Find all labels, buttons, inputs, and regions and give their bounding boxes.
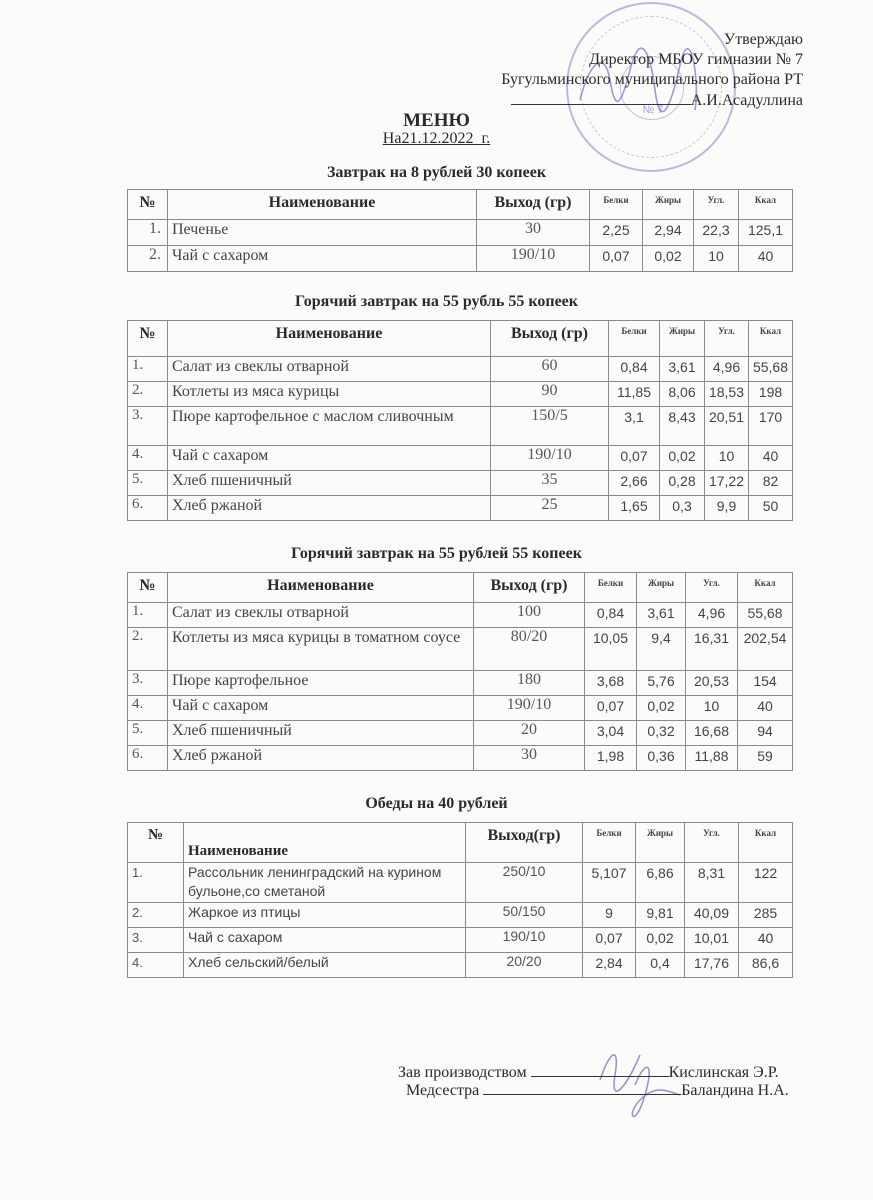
row-carbs: 10 bbox=[705, 446, 749, 471]
row-kcal: 40 bbox=[749, 446, 793, 471]
table-row bbox=[128, 382, 793, 407]
approval-district: Бугульминского муниципального района РТ bbox=[501, 71, 803, 88]
table-header-row bbox=[128, 321, 793, 357]
row-kcal: 202,54 bbox=[738, 628, 793, 671]
production-label: Зав производством bbox=[398, 1064, 527, 1081]
row-carbs: 8,31 bbox=[685, 863, 739, 903]
row-name: Чай с сахаром bbox=[168, 446, 491, 471]
row-output: 50/150 bbox=[466, 903, 583, 928]
row-carbs: 10 bbox=[686, 696, 738, 721]
row-protein: 0,07 bbox=[583, 928, 636, 953]
approval-signature-line bbox=[501, 90, 803, 111]
row-no: 4. bbox=[128, 446, 168, 471]
nurse-label: Медсестра bbox=[406, 1082, 480, 1099]
table-header-row bbox=[128, 573, 793, 603]
row-no: 1. bbox=[128, 863, 184, 903]
table-row bbox=[128, 671, 793, 696]
col-header-output: Выход(гр) bbox=[466, 823, 583, 863]
row-no: 2. bbox=[128, 903, 184, 928]
col-header-no: № bbox=[128, 321, 168, 357]
row-protein: 0,84 bbox=[585, 603, 637, 628]
row-fat: 6,86 bbox=[636, 863, 685, 903]
row-no: 3. bbox=[128, 671, 168, 696]
row-output: 35 bbox=[491, 471, 609, 496]
row-no: 5. bbox=[128, 471, 168, 496]
table-row bbox=[128, 220, 793, 246]
row-carbs: 4,96 bbox=[686, 603, 738, 628]
row-protein: 1,65 bbox=[609, 496, 660, 521]
row-output: 190/10 bbox=[477, 246, 590, 272]
row-carbs: 9,9 bbox=[705, 496, 749, 521]
row-carbs: 4,96 bbox=[705, 357, 749, 382]
row-kcal: 94 bbox=[738, 721, 793, 746]
section-title-lunch: Обеды на 40 рублей bbox=[365, 795, 508, 812]
row-carbs: 11,88 bbox=[686, 746, 738, 771]
table-row bbox=[128, 903, 793, 928]
row-protein: 3,04 bbox=[585, 721, 637, 746]
row-kcal: 86,6 bbox=[739, 953, 793, 978]
row-kcal: 59 bbox=[738, 746, 793, 771]
col-header-name: Наименование bbox=[168, 321, 491, 357]
table-header-row bbox=[128, 823, 793, 863]
row-output: 180 bbox=[474, 671, 585, 696]
row-fat: 8,43 bbox=[660, 407, 705, 446]
row-protein: 9 bbox=[583, 903, 636, 928]
row-no: 6. bbox=[128, 496, 168, 521]
col-header-carbs: Угл. bbox=[705, 321, 749, 357]
row-protein: 0,07 bbox=[609, 446, 660, 471]
row-kcal: 285 bbox=[739, 903, 793, 928]
row-kcal: 154 bbox=[738, 671, 793, 696]
row-name: Котлеты из мяса курицы в томатном соусе bbox=[168, 628, 474, 671]
row-output: 80/20 bbox=[474, 628, 585, 671]
row-carbs: 20,53 bbox=[686, 671, 738, 696]
row-no: 6. bbox=[128, 746, 168, 771]
table-row bbox=[128, 746, 793, 771]
row-carbs: 18,53 bbox=[705, 382, 749, 407]
row-carbs: 16,31 bbox=[686, 628, 738, 671]
table-row bbox=[128, 407, 793, 446]
row-protein: 2,84 bbox=[583, 953, 636, 978]
approval-position: Директор МБОУ гимназии № 7 bbox=[589, 51, 803, 68]
section-title-hot-breakfast-1: Горячий завтрак на 55 рубль 55 копеек bbox=[294, 293, 578, 310]
approval-heading: Утверждаю bbox=[723, 31, 803, 48]
nurse-name: Баландина Н.А. bbox=[681, 1082, 789, 1099]
col-header-carbs: Угл. bbox=[685, 823, 739, 863]
table-row bbox=[128, 953, 793, 978]
col-header-output: Выход (гр) bbox=[491, 321, 609, 357]
row-protein: 3,1 bbox=[609, 407, 660, 446]
col-header-name: Наименование bbox=[168, 190, 477, 220]
row-no: 3. bbox=[128, 928, 184, 953]
row-no: 2. bbox=[128, 382, 168, 407]
row-protein: 0,07 bbox=[590, 246, 643, 272]
row-kcal: 55,68 bbox=[738, 603, 793, 628]
row-name: Печенье bbox=[168, 220, 477, 246]
row-output: 30 bbox=[477, 220, 590, 246]
row-kcal: 82 bbox=[749, 471, 793, 496]
row-protein: 5,107 bbox=[583, 863, 636, 903]
menu-table-hot-breakfast-2 bbox=[127, 572, 793, 771]
table-header-row bbox=[128, 190, 793, 220]
row-protein: 10,05 bbox=[585, 628, 637, 671]
row-no: 1. bbox=[128, 220, 168, 246]
row-protein: 1,98 bbox=[585, 746, 637, 771]
table-row bbox=[128, 471, 793, 496]
col-header-fat: Жиры bbox=[637, 573, 686, 603]
row-fat: 5,76 bbox=[637, 671, 686, 696]
table-row bbox=[128, 357, 793, 382]
row-name: Хлеб сельский/белый bbox=[184, 953, 466, 978]
row-fat: 3,61 bbox=[660, 357, 705, 382]
section-title-breakfast: Завтрак на 8 рублей 30 копеек bbox=[326, 164, 547, 181]
row-output: 190/10 bbox=[474, 696, 585, 721]
col-header-kcal: Ккал bbox=[738, 573, 793, 603]
row-fat: 2,94 bbox=[643, 220, 694, 246]
row-no: 2. bbox=[128, 628, 168, 671]
row-no: 2. bbox=[128, 246, 168, 272]
col-header-protein: Белки bbox=[583, 823, 636, 863]
table-row bbox=[128, 603, 793, 628]
row-no: 4. bbox=[128, 953, 184, 978]
row-protein: 0,07 bbox=[585, 696, 637, 721]
row-fat: 0,28 bbox=[660, 471, 705, 496]
col-header-output: Выход (гр) bbox=[477, 190, 590, 220]
row-no: 1. bbox=[128, 357, 168, 382]
row-output: 190/10 bbox=[466, 928, 583, 953]
row-name: Хлеб пшеничный bbox=[168, 471, 491, 496]
row-kcal: 198 bbox=[749, 382, 793, 407]
row-output: 250/10 bbox=[466, 863, 583, 903]
row-name: Котлеты из мяса курицы bbox=[168, 382, 491, 407]
row-no: 4. bbox=[128, 696, 168, 721]
row-name: Хлеб пшеничный bbox=[168, 721, 474, 746]
table-row bbox=[128, 246, 793, 272]
approval-director-name: А.И.Асадуллина bbox=[690, 92, 803, 109]
table-row bbox=[128, 928, 793, 953]
row-carbs: 17,22 bbox=[705, 471, 749, 496]
row-carbs: 10,01 bbox=[685, 928, 739, 953]
row-fat: 0,02 bbox=[636, 928, 685, 953]
row-fat: 9,4 bbox=[637, 628, 686, 671]
col-header-protein: Белки bbox=[590, 190, 643, 220]
row-output: 20 bbox=[474, 721, 585, 746]
row-output: 190/10 bbox=[491, 446, 609, 471]
row-fat: 0,02 bbox=[643, 246, 694, 272]
row-name: Салат из свеклы отварной bbox=[168, 357, 491, 382]
row-kcal: 40 bbox=[739, 928, 793, 953]
row-output: 20/20 bbox=[466, 953, 583, 978]
row-protein: 0,84 bbox=[609, 357, 660, 382]
col-header-no: № bbox=[128, 190, 168, 220]
row-fat: 0,32 bbox=[637, 721, 686, 746]
col-header-fat: Жиры bbox=[643, 190, 694, 220]
row-carbs: 20,51 bbox=[705, 407, 749, 446]
row-output: 30 bbox=[474, 746, 585, 771]
approval-block bbox=[501, 30, 803, 111]
row-name: Рассольник ленинградский на курином бульоне,со сметаной bbox=[184, 863, 466, 903]
signature-nurse-line bbox=[406, 1081, 789, 1100]
row-output: 25 bbox=[491, 496, 609, 521]
row-fat: 8,06 bbox=[660, 382, 705, 407]
row-name: Салат из свеклы отварной bbox=[168, 603, 474, 628]
row-carbs: 16,68 bbox=[686, 721, 738, 746]
menu-table-lunch bbox=[127, 822, 793, 978]
row-protein: 2,25 bbox=[590, 220, 643, 246]
col-header-no: № bbox=[128, 573, 168, 603]
col-header-protein: Белки bbox=[585, 573, 637, 603]
col-header-fat: Жиры bbox=[660, 321, 705, 357]
menu-table-breakfast bbox=[127, 189, 793, 272]
row-no: 3. bbox=[128, 407, 168, 446]
row-fat: 9,81 bbox=[636, 903, 685, 928]
col-header-carbs: Угл. bbox=[694, 190, 739, 220]
row-output: 90 bbox=[491, 382, 609, 407]
row-name: Чай с сахаром bbox=[168, 246, 477, 272]
row-kcal: 125,1 bbox=[739, 220, 793, 246]
row-protein: 2,66 bbox=[609, 471, 660, 496]
row-fat: 0,3 bbox=[660, 496, 705, 521]
row-name: Хлеб ржаной bbox=[168, 746, 474, 771]
col-header-name: Наименование bbox=[184, 823, 466, 863]
table-row bbox=[128, 446, 793, 471]
section-title-hot-breakfast-2: Горячий завтрак на 55 рублей 55 копеек bbox=[291, 545, 582, 562]
row-fat: 0,02 bbox=[637, 696, 686, 721]
col-header-fat: Жиры bbox=[636, 823, 685, 863]
row-fat: 3,61 bbox=[637, 603, 686, 628]
row-kcal: 40 bbox=[739, 246, 793, 272]
col-header-output: Выход (гр) bbox=[474, 573, 585, 603]
row-carbs: 17,76 bbox=[685, 953, 739, 978]
row-output: 60 bbox=[491, 357, 609, 382]
signature-production-line bbox=[398, 1063, 779, 1082]
production-name: Кислинская Э.Р. bbox=[668, 1064, 779, 1081]
row-fat: 0,02 bbox=[660, 446, 705, 471]
table-row bbox=[128, 721, 793, 746]
col-header-no: № bbox=[128, 823, 184, 863]
row-fat: 0,4 bbox=[636, 953, 685, 978]
row-name: Пюре картофельное с маслом сливочным bbox=[168, 407, 491, 446]
row-kcal: 170 bbox=[749, 407, 793, 446]
row-name: Чай с сахаром bbox=[184, 928, 466, 953]
table-row bbox=[128, 863, 793, 903]
row-protein: 3,68 bbox=[585, 671, 637, 696]
row-no: 5. bbox=[128, 721, 168, 746]
row-kcal: 50 bbox=[749, 496, 793, 521]
row-kcal: 40 bbox=[738, 696, 793, 721]
nurse-signature-underline bbox=[483, 1081, 681, 1095]
production-signature-underline bbox=[531, 1063, 669, 1077]
row-protein: 11,85 bbox=[609, 382, 660, 407]
col-header-carbs: Угл. bbox=[686, 573, 738, 603]
row-fat: 0,36 bbox=[637, 746, 686, 771]
row-output: 100 bbox=[474, 603, 585, 628]
col-header-kcal: Ккал bbox=[749, 321, 793, 357]
row-name: Чай с сахаром bbox=[168, 696, 474, 721]
row-carbs: 10 bbox=[694, 246, 739, 272]
col-header-name: Наименование bbox=[168, 573, 474, 603]
stamp-number: № 7 bbox=[642, 104, 664, 116]
signature-underline bbox=[511, 90, 691, 105]
row-output: 150/5 bbox=[491, 407, 609, 446]
row-carbs: 22,3 bbox=[694, 220, 739, 246]
row-name: Жаркое из птицы bbox=[184, 903, 466, 928]
table-row bbox=[128, 696, 793, 721]
row-kcal: 55,68 bbox=[749, 357, 793, 382]
table-row bbox=[128, 496, 793, 521]
col-header-protein: Белки bbox=[609, 321, 660, 357]
row-name: Пюре картофельное bbox=[168, 671, 474, 696]
row-kcal: 122 bbox=[739, 863, 793, 903]
menu-date: На21.12.2022_г. bbox=[382, 130, 491, 147]
table-row bbox=[128, 628, 793, 671]
col-header-kcal: Ккал bbox=[739, 190, 793, 220]
row-name: Хлеб ржаной bbox=[168, 496, 491, 521]
row-carbs: 40,09 bbox=[685, 903, 739, 928]
row-no: 1. bbox=[128, 603, 168, 628]
page-title: МЕНЮ bbox=[403, 110, 470, 131]
col-header-kcal: Ккал bbox=[739, 823, 793, 863]
menu-table-hot-breakfast-1 bbox=[127, 320, 793, 521]
